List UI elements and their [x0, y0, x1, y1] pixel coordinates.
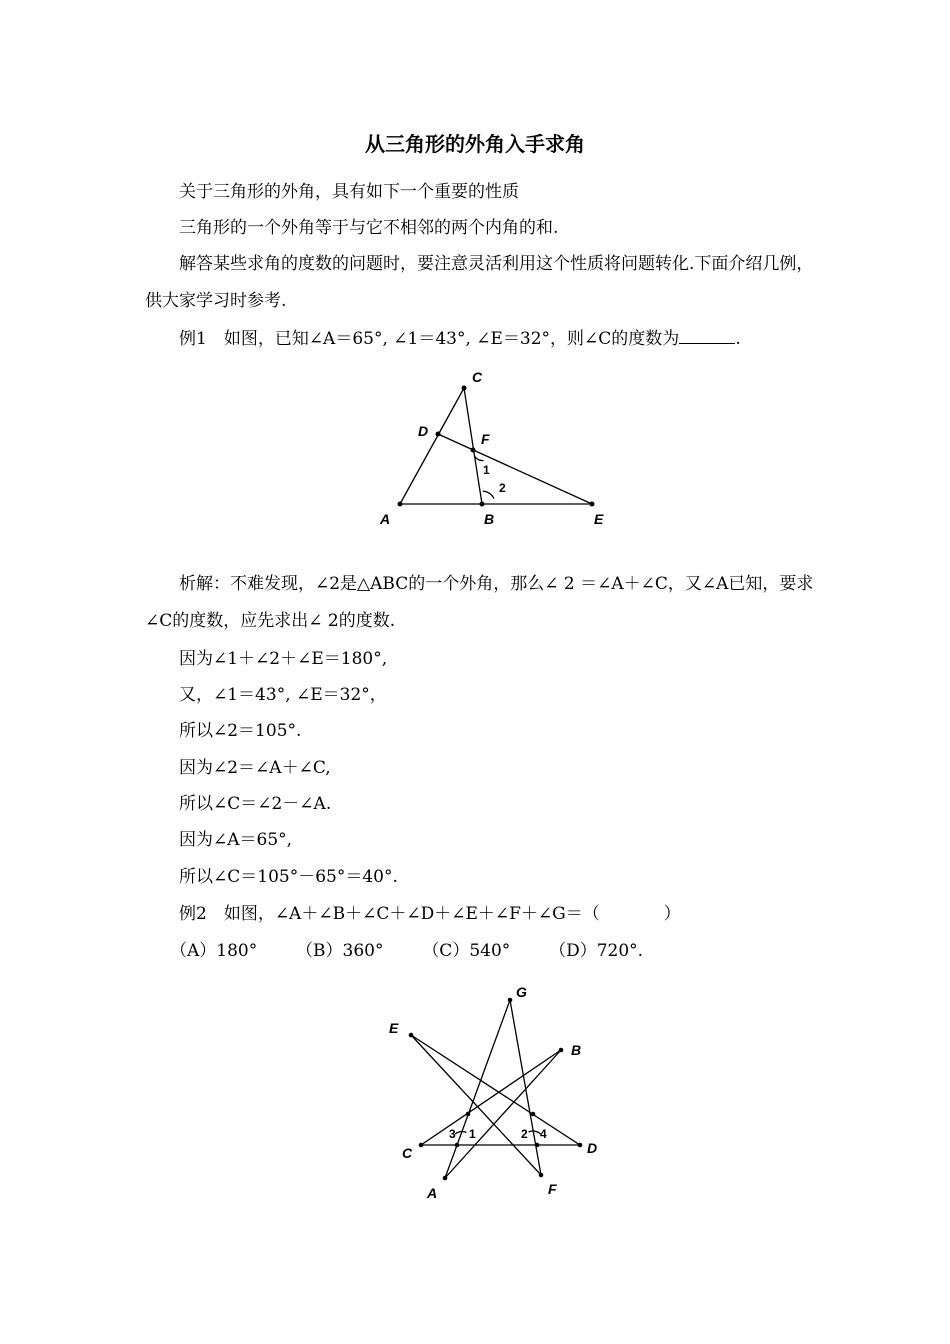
option-b: （B）360°	[296, 941, 384, 961]
example2-question-end: ）	[663, 904, 681, 924]
point-D	[578, 1143, 583, 1148]
segment-DE	[438, 434, 592, 504]
step-6: 因为∠A＝65°,	[179, 830, 293, 850]
point-E	[590, 502, 595, 507]
example1-analysis: 析解：不难发现，∠2是△ABC的一个外角，那么∠ 2 ＝∠A＋∠C，又∠A已知，要求∠C的度数，应先求出∠ 2的度数.	[145, 574, 814, 631]
example1-question-end: .	[735, 329, 741, 349]
example1-figure	[370, 360, 630, 540]
point-A	[443, 1176, 448, 1181]
label-D: D	[418, 423, 429, 439]
example2-question	[179, 904, 681, 924]
option-c: （C）540°	[422, 941, 511, 961]
point-B	[559, 1048, 564, 1053]
angle-1-arc	[475, 456, 484, 460]
option-a: （A）180°	[170, 941, 258, 961]
segment-CB	[464, 388, 482, 504]
point-intersection-right	[531, 1112, 536, 1117]
angle-label-1: 1	[483, 463, 490, 477]
point-intersection-bottom-left	[455, 1143, 460, 1148]
angle-label-2: 2	[499, 481, 506, 495]
label-D: D	[587, 1140, 598, 1156]
point-F	[539, 1173, 544, 1178]
label-B: B	[484, 511, 495, 527]
segment-EF	[411, 1035, 541, 1175]
option-d: （D）720°.	[549, 941, 644, 961]
angle-label-1: 1	[469, 1127, 476, 1141]
example2-question-text: 例2 如图，∠A＋∠B＋∠C＋∠D＋∠E＋∠F＋∠G＝（	[179, 904, 600, 924]
label-E: E	[594, 511, 604, 527]
intro-paragraph-1: 关于三角形的外角，具有如下一个重要的性质	[179, 182, 519, 202]
point-G	[508, 998, 513, 1003]
label-F: F	[481, 431, 490, 447]
point-intersection-bottom-right	[535, 1143, 540, 1148]
label-F: F	[548, 1181, 557, 1197]
point-F	[471, 448, 476, 453]
page-title: 从三角形的外角入手求角	[365, 132, 585, 156]
label-B: B	[571, 1042, 582, 1058]
step-7: 所以∠C＝105°－65°＝40°.	[179, 867, 398, 887]
segment-AC	[400, 388, 464, 504]
step-1: 因为∠1＋∠2＋∠E＝180°,	[179, 649, 388, 669]
label-C: C	[472, 369, 483, 385]
step-2: 又，∠1＝43°, ∠E＝32°，	[179, 685, 387, 705]
point-C	[419, 1143, 424, 1148]
angle-2-arc	[529, 1131, 541, 1134]
example1-question	[179, 329, 741, 349]
angle-2-arc	[483, 491, 494, 499]
example2-options	[170, 941, 643, 961]
example2-figure	[380, 975, 620, 1205]
point-intersection-left	[466, 1112, 471, 1117]
label-C: C	[402, 1145, 413, 1161]
example1-question-text: 例1 如图，已知∠A＝65°, ∠1＝43°, ∠E＝32°，则∠C的度数为	[179, 329, 680, 349]
point-E	[409, 1033, 414, 1038]
angle-label-3: 3	[449, 1127, 456, 1141]
point-A	[398, 502, 403, 507]
angle-label-2: 2	[521, 1127, 528, 1141]
step-4: 因为∠2＝∠A＋∠C,	[179, 758, 331, 778]
segment-ED	[411, 1035, 580, 1145]
point-D	[436, 432, 441, 437]
point-C	[462, 386, 467, 391]
point-B	[480, 502, 485, 507]
label-E: E	[389, 1020, 399, 1036]
segment-GF	[510, 1000, 541, 1175]
label-G: G	[516, 984, 527, 1000]
angle-label-4: 4	[540, 1127, 547, 1141]
step-3: 所以∠2＝105°.	[179, 721, 302, 741]
label-A: A	[427, 1185, 438, 1201]
step-5: 所以∠C＝∠2－∠A.	[179, 794, 332, 814]
label-A: A	[380, 511, 391, 527]
answer-blank	[679, 329, 735, 344]
intro-paragraph-3: 解答某些求角的度数的问题时，要注意灵活利用这个性质将问题转化.下面介绍几例，供大家学习时参考.	[145, 254, 814, 311]
segment-GA	[445, 1000, 510, 1178]
intro-paragraph-2: 三角形的一个外角等于与它不相邻的两个内角的和.	[179, 218, 559, 238]
